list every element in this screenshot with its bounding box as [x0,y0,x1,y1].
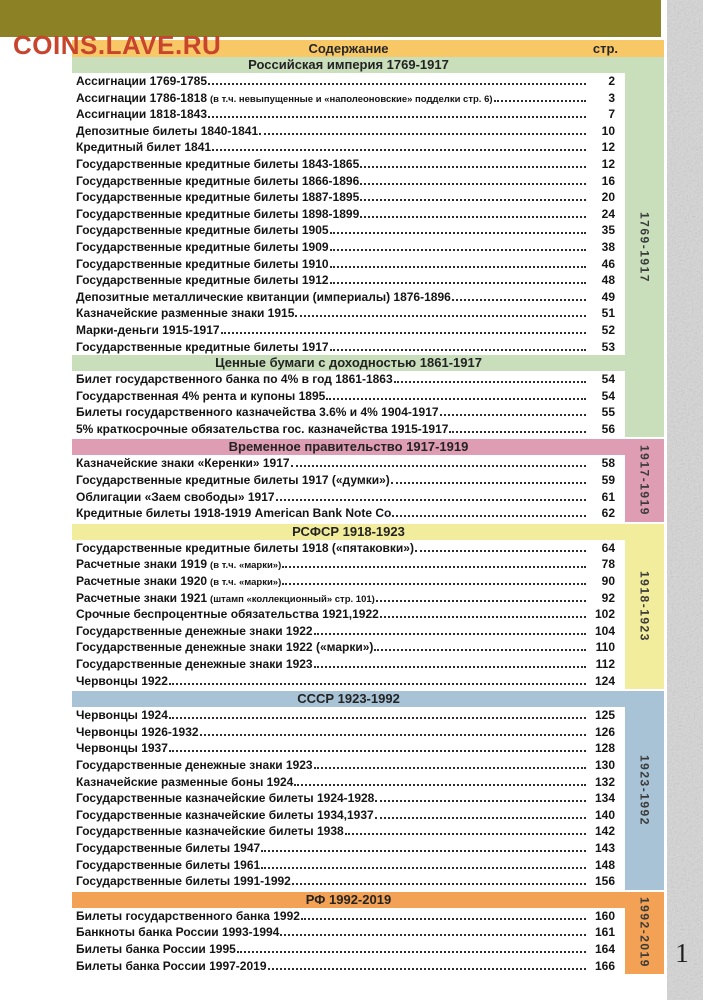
section-rows [72,540,625,689]
dotted-leader [294,784,586,786]
entry-label: Государственная 4% рента и купоны 1895 [76,388,326,403]
dotted-leader [208,116,586,118]
section-rows [72,908,625,974]
entry-label: Государственные билеты 1961 [76,857,261,872]
dotted-leader [330,249,586,251]
era-group [72,892,664,974]
dotted-leader [301,918,586,920]
toc-row [72,656,625,673]
entry-page: 52 [601,322,615,337]
toc-row [72,924,625,941]
entry-label: Депозитные билеты 1840-1841 [76,123,259,138]
entry-page: 46 [601,256,615,271]
entry-label: Государственные кредитные билеты 1917 [76,339,329,354]
entry-label: Билет государственного банка по 4% в год 1861-1863 [76,372,393,387]
entry-page: 125 [594,708,615,723]
era-group [72,691,664,890]
toc-row [72,222,625,239]
dotted-leader [380,616,586,618]
toc-row [72,757,625,774]
entry-label: Червонцы 1937 [76,741,168,756]
entry-page: 128 [594,741,615,756]
entry-page: 58 [601,456,615,471]
entry-label: Ассигнации 1818-1843 [76,107,208,122]
dotted-leader [282,566,586,568]
era-tab-label: 1923-1992 [637,755,652,826]
dotted-leader [494,100,586,102]
toc-row [72,958,625,975]
dotted-leader [200,734,586,736]
toc-row [72,371,625,388]
dotted-leader [280,934,586,936]
dotted-leader [221,332,586,334]
section-header: РФ 1992-2019 [305,891,392,907]
entry-label: Государственные денежные знаки 1923 [76,657,313,671]
entry-page: 12 [601,140,615,155]
entry-note: (штамп «коллекционный» стр. 101) [210,593,375,605]
entry-label: Ассигнации 1769-1785 [76,74,208,88]
section-rows [72,455,625,521]
era-group-content [72,892,625,974]
entry-label: Государственные казначейские билеты 1924-1928 [76,791,375,806]
dotted-leader [394,381,586,383]
dotted-leader [261,850,586,852]
dotted-leader [259,133,586,135]
entry-page: 56 [601,421,615,436]
section-header: СССР 1923-1992 [297,691,400,707]
entry-page: 16 [601,173,615,188]
era-group [72,524,664,689]
entry-label: Кредитные билеты 1918-1919 American Bank Note Co [76,506,392,521]
entry-note: (в т.ч. «марки») [210,560,282,572]
toc-row [72,840,625,857]
toc-row [72,90,625,107]
section-header: РСФСР 1918-1923 [292,523,405,539]
entry-page: 3 [608,90,615,105]
toc-row [72,639,625,656]
entry-label: Государственные казначейские билеты 1934,1937 [76,807,374,822]
entry-note: (в т.ч. «марки») [210,577,282,589]
dotted-leader [330,349,586,351]
dotted-leader [440,414,586,416]
entry-label: Билеты банка России 1997-2019 [76,958,267,973]
toc-row [72,421,625,438]
toc-row [72,305,625,322]
entry-label: Государственные билеты 1947 [76,840,261,855]
dotted-leader [291,465,586,467]
dotted-leader [360,183,586,185]
dotted-leader [169,750,586,752]
entry-label: Червонцы 1924 [76,708,168,723]
entry-label: Государственные кредитные билеты 1917 («думки») [76,473,390,488]
era-group-content [72,57,625,437]
dotted-leader [360,166,586,168]
dotted-leader [374,649,586,651]
entry-page: 142 [594,824,615,839]
section-header: Ценные бумаги с доходностью 1861-1917 [215,355,482,371]
entry-page: 61 [601,489,615,504]
dotted-leader [375,800,586,802]
dotted-leader [391,482,586,484]
entry-page: 156 [594,874,615,889]
toc-row [72,740,625,757]
era-tab [625,892,664,974]
entry-label: Государственные кредитные билеты 1887-1895 [76,190,360,205]
era-group-content [72,439,625,521]
entry-page: 92 [601,590,615,605]
entry-page: 104 [594,623,615,638]
toc-row [72,272,625,289]
toc-row [72,505,625,522]
toc-row [72,823,625,840]
entry-label: Облигации «Заем свободы» 1917 [76,489,275,504]
era-tab [625,57,664,437]
entry-page: 132 [594,774,615,789]
dotted-leader [376,600,586,602]
dotted-leader [169,683,586,685]
toc-row [72,774,625,791]
entry-page: 20 [601,190,615,205]
watermark-text: COINS.LAVE.RU [13,30,222,60]
dotted-leader [169,717,586,719]
entry-page: 12 [601,156,615,171]
entry-page: 2 [608,74,615,88]
dotted-leader [360,199,586,201]
toc-row [72,289,625,306]
stone-texture-strip [667,0,703,1000]
entry-page: 134 [594,791,615,806]
dotted-leader [449,431,586,433]
entry-page: 161 [594,925,615,940]
entry-page: 78 [601,557,615,572]
dotted-leader [314,633,586,635]
dotted-leader [452,299,586,301]
page-column-label: стр. [592,41,618,56]
dotted-leader [345,833,586,835]
entry-page: 48 [601,273,615,288]
entry-label: Расчетные знаки 1919 [76,557,208,572]
entry-page: 35 [601,223,615,238]
dotted-leader [282,583,586,585]
entry-label: Расчетные знаки 1920 [76,574,208,589]
entry-label: Государственные кредитные билеты 1898-1899 [76,206,360,221]
dotted-leader [276,499,586,501]
entry-label: Червонцы 1926-1932 [76,724,199,739]
section-rows [72,73,625,355]
entry-label: Государственные кредитные билеты 1909 [76,239,329,254]
toc-row [72,404,625,421]
entry-label: Казначейские разменные боны 1924 [76,774,294,789]
table-of-contents [72,40,664,976]
toc-row [72,156,625,173]
entry-page: 49 [601,289,615,304]
era-group-content [72,524,625,689]
entry-page: 62 [601,506,615,521]
toc-row [72,206,625,223]
entry-label: Государственные денежные знаки 1923 [76,757,313,772]
texture-noise-graphic [667,0,703,1000]
entry-label: Марки-деньги 1915-1917 [76,322,220,337]
entry-label: Государственные билеты 1991-1992 [76,874,291,889]
entry-page: 59 [601,473,615,488]
entry-label: Казначейские разменные знаки 1915 [76,306,295,321]
toc-row [72,623,625,640]
toc-title: Содержание [308,41,389,56]
dotted-leader [212,149,586,151]
toc-row [72,873,625,890]
entry-label: Государственные кредитные билеты 1905 [76,223,329,238]
entry-label: Билеты государственного казначейства 3.6% и 4% 1904-1917 [76,405,439,420]
dotted-leader [326,398,586,400]
toc-row [72,941,625,958]
entry-page: 90 [601,574,615,589]
entry-page: 53 [601,339,615,354]
toc-row [72,489,625,506]
entry-label: Срочные беспроцентные обязательства 1921,1922 [76,607,379,622]
toc-row [72,388,625,405]
entry-page: 164 [594,941,615,956]
dotted-leader [268,968,587,970]
toc-row [72,73,625,90]
entry-page: 140 [594,807,615,822]
era-tab [625,439,664,521]
entry-label: Билеты государственного банка 1992 [76,908,300,923]
toc-row [72,540,625,557]
era-tab-label: 1992-2019 [637,897,652,969]
toc-row [72,472,625,489]
entry-label: Государственные кредитные билеты 1843-1865 [76,156,360,171]
toc-row [72,707,625,724]
entry-label: Червонцы 1922 [76,673,168,688]
entry-label: Кредитный билет 1841 [76,140,212,155]
entry-page: 102 [594,607,615,622]
era-group-content [72,691,625,890]
dotted-leader [292,883,586,885]
entry-label: Казначейские знаки «Керенки» 1917 [76,456,290,471]
entry-page: 148 [594,857,615,872]
toc-row [72,857,625,874]
toc-row [72,189,625,206]
entry-page: 64 [601,540,615,555]
toc-row [72,724,625,741]
dotted-leader [360,216,586,218]
entry-label: Государственные кредитные билеты 1866-1896 [76,173,360,188]
era-group [72,439,664,521]
entry-page: 55 [601,405,615,420]
entry-page: 7 [608,107,615,122]
toc-row [72,790,625,807]
toc-row [72,256,625,273]
dotted-leader [261,867,586,869]
page-number: 1 [675,938,689,968]
entry-label: Билеты банка России 1995 [76,941,236,956]
dotted-leader [392,515,586,517]
toc-row [72,673,625,690]
toc-row [72,173,625,190]
dotted-leader [208,83,586,85]
toc-row [72,139,625,156]
entry-note: (в т.ч. невыпущенные и «наполеоновские» подделки стр. 6) [210,93,493,105]
era-tab [625,691,664,890]
entry-label: Банкноты банка России 1993-1994 [76,925,280,940]
entry-page: 112 [595,657,615,671]
era-tab-label: 1917-1919 [637,445,652,517]
toc-row [72,106,625,123]
toc-row [72,908,625,925]
entry-page: 110 [595,640,615,655]
toc-row [72,123,625,140]
toc-row [72,339,625,356]
era-tab [625,524,664,689]
entry-page: 143 [594,840,615,855]
toc-row [72,606,625,623]
dotted-leader [330,232,586,234]
entry-page: 54 [601,388,615,403]
section-header: Временное правительство 1917-1919 [228,439,469,455]
dotted-leader [330,266,586,268]
entry-label: Ассигнации 1786-1818 [76,90,208,105]
entry-label: Государственные кредитные билеты 1912 [76,273,329,288]
entry-label: Государственные денежные знаки 1922 («марки») [76,640,374,655]
dotted-leader [330,282,586,284]
entry-page: 124 [594,673,615,688]
toc-groups [72,57,664,974]
entry-page: 54 [601,372,615,387]
era-tab-label: 1769-1917 [637,211,652,283]
entry-page: 160 [594,908,615,923]
section-rows [72,371,625,437]
entry-label: Депозитные металлические квитанции (империалы) 1876-1896 [76,289,451,304]
entry-label: Государственные казначейские билеты 1938 [76,824,344,839]
dotted-leader [375,817,586,819]
section-rows [72,707,625,890]
toc-row [72,573,625,590]
entry-label: Государственные кредитные билеты 1918 («пятаковки») [76,540,414,555]
entry-page: 130 [594,757,615,772]
dotted-leader [237,951,586,953]
entry-page: 10 [601,123,615,138]
section-header: Российская империя 1769-1917 [248,57,449,72]
entry-page: 166 [594,958,615,973]
era-group [72,57,664,437]
entry-label: Государственные кредитные билеты 1910 [76,256,329,271]
dotted-leader [415,550,586,552]
entry-label: Государственные денежные знаки 1922 [76,623,313,638]
toc-row [72,455,625,472]
toc-row [72,239,625,256]
era-tab-label: 1918-1923 [637,571,652,642]
entry-page: 38 [601,239,615,254]
entry-page: 24 [601,206,615,221]
entry-label: Расчетные знаки 1921 [76,590,208,605]
entry-label: 5% краткосрочные обязательства гос. казначейства 1915-1917 [76,421,449,436]
entry-page: 51 [601,306,615,321]
entry-page: 126 [594,724,615,739]
dotted-leader [295,315,586,317]
toc-row [72,807,625,824]
dotted-leader [314,767,586,769]
toc-row [72,590,625,607]
toc-row [72,556,625,573]
toc-row [72,322,625,339]
dotted-leader [314,666,586,668]
